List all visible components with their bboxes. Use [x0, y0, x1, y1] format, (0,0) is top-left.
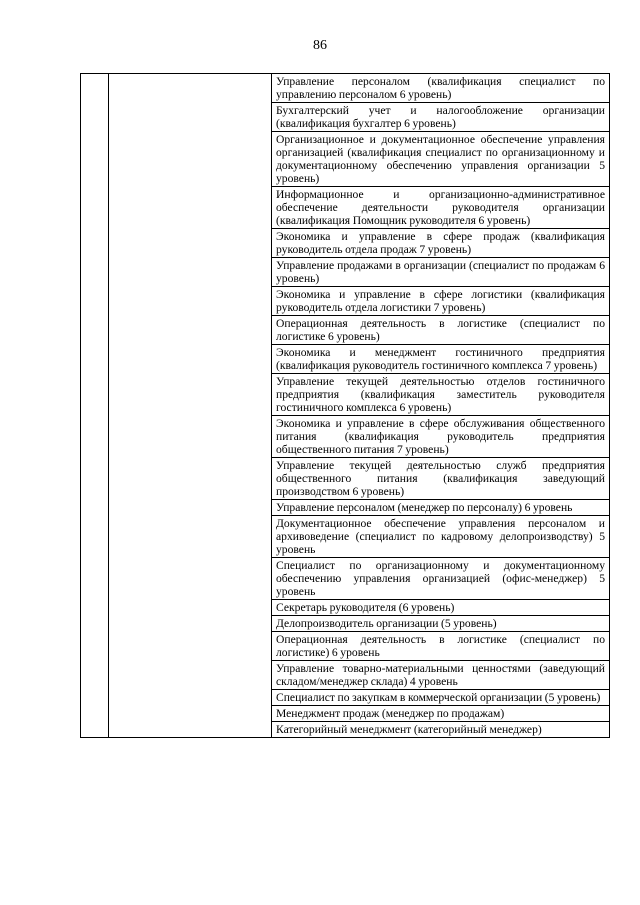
qualification-item: Специалист по закупкам в коммерческой организации (5 уровень): [272, 690, 610, 706]
qualification-item: Операционная деятельность в логистике (специалист по логистике) 6 уровень: [272, 632, 610, 661]
qualifications-table: [80, 73, 610, 738]
qualification-item: Управление текущей деятельностью служб предприятия общественного питания (квалификация заведующий производством 6 уровень): [272, 458, 610, 500]
empty-title-cell: [109, 74, 272, 738]
qualification-item: Бухгалтерский учет и налогообложение организации (квалификация бухгалтер 6 уровень): [272, 103, 610, 132]
qualification-item: Экономика и управление в сфере обслуживания общественного питания (квалификация руководитель предприятия общественного питания 7 уровень): [272, 416, 610, 458]
qualification-item: Информационное и организационно-административное обеспечение деятельности руководителя организации (квалификация Помощник руководителя 6 уровень): [272, 187, 610, 229]
qualification-item: Управление товарно-материальными ценностями (заведующий складом/менеджер склада) 4 уровень: [272, 661, 610, 690]
qualification-item: Управление продажами в организации (специалист по продажам 6 уровень): [272, 258, 610, 287]
table-row: [81, 74, 610, 103]
empty-number-cell: [81, 74, 109, 738]
qualification-item: Организационное и документационное обеспечение управления организацией (квалификация специалист по организационному и документационному обеспечению управления организации 5 уровень): [272, 132, 610, 187]
qualification-item: Менеджмент продаж (менеджер по продажам): [272, 706, 610, 722]
qualification-item: Управление персоналом (квалификация специалист по управлению персоналом 6 уровень): [272, 74, 610, 103]
qualification-item: Управление персоналом (менеджер по персоналу) 6 уровень: [272, 500, 610, 516]
qualification-item: Управление текущей деятельностью отделов гостиничного предприятия (квалификация заместитель руководителя гостиничного комплекса 6 уровень): [272, 374, 610, 416]
qualification-item: Экономика и управление в сфере логистики (квалификация руководитель отдела логистики 7 уровень): [272, 287, 610, 316]
qualifications-table-body: [81, 74, 610, 738]
qualification-item: Экономика и управление в сфере продаж (квалификация руководитель отдела продаж 7 уровень): [272, 229, 610, 258]
qualification-item: Делопроизводитель организации (5 уровень): [272, 616, 610, 632]
page-number: 86: [313, 38, 327, 53]
qualification-item: Операционная деятельность в логистике (специалист по логистике 6 уровень): [272, 316, 610, 345]
qualification-item: Экономика и менеджмент гостиничного предприятия (квалификация руководитель гостиничного комплекса 7 уровень): [272, 345, 610, 374]
qualification-item: Документационное обеспечение управления персоналом и архивоведение (специалист по кадровому делопроизводству) 5 уровень: [272, 516, 610, 558]
qualification-item: Специалист по организационному и документационному обеспечению управления организацией (офис-менеджер) 5 уровень: [272, 558, 610, 600]
qualification-item: Категорийный менеджмент (категорийный менеджер): [272, 722, 610, 738]
qualification-item: Секретарь руководителя (6 уровень): [272, 600, 610, 616]
